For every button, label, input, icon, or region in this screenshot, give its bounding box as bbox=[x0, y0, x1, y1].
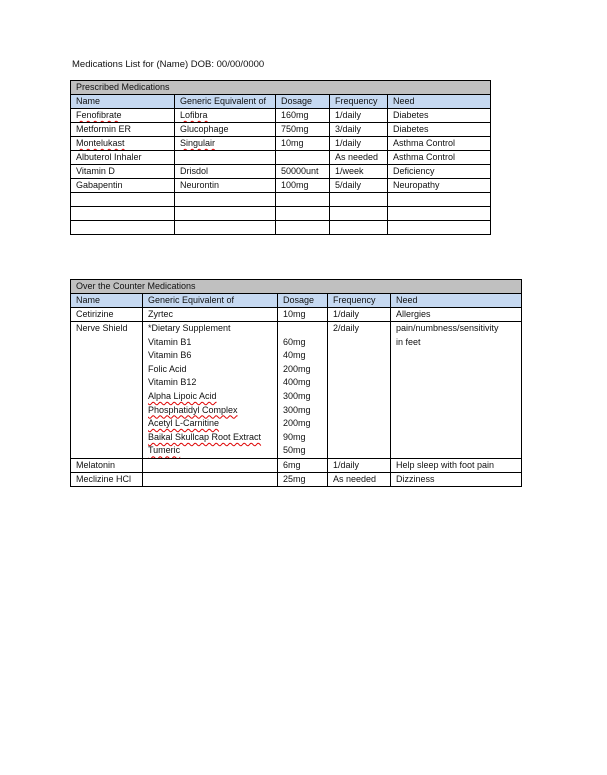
cell-need bbox=[391, 322, 522, 459]
cell-frequency bbox=[330, 137, 388, 151]
cell-text: Montelukast bbox=[76, 138, 125, 148]
ingredient-line bbox=[148, 390, 277, 404]
cell-frequency: 2/daily bbox=[328, 322, 391, 459]
header-generic: Generic Equivalent of bbox=[143, 294, 278, 308]
header-need: Need bbox=[388, 95, 491, 109]
cell-text: Neurontin bbox=[180, 180, 220, 190]
cell-text: 5/daily bbox=[335, 180, 362, 190]
cell-generic bbox=[175, 109, 276, 123]
cell-text: Asthma Control bbox=[393, 152, 456, 162]
cell-text: Asthma Control bbox=[393, 138, 456, 148]
cell-name bbox=[71, 221, 175, 235]
table-row bbox=[71, 193, 491, 207]
cell-need: Allergies bbox=[391, 308, 522, 322]
ingredient-line bbox=[148, 431, 277, 445]
cell-text: Glucophage bbox=[180, 124, 229, 134]
cell-need bbox=[388, 123, 491, 137]
ingredient-dosage: 200mg bbox=[283, 363, 311, 374]
cell-frequency bbox=[330, 123, 388, 137]
ingredient-name: Tumeric bbox=[148, 445, 181, 456]
cell-dosage: 25mg bbox=[278, 472, 328, 486]
ingredient-dosage: 300mg bbox=[283, 390, 311, 401]
table-row bbox=[71, 458, 522, 472]
cell-need bbox=[388, 137, 491, 151]
ingredient-dosage: 200mg bbox=[283, 418, 311, 429]
cell-frequency bbox=[330, 165, 388, 179]
ingredient-dosage: 300mg bbox=[283, 404, 311, 415]
cell-frequency bbox=[330, 109, 388, 123]
ingredient-dosage: 400mg bbox=[283, 377, 311, 388]
ingredient-name: Vitamin B1 bbox=[148, 336, 192, 347]
cell-text: Drisdol bbox=[180, 166, 209, 176]
table-row bbox=[71, 308, 522, 322]
cell-need: Dizziness bbox=[391, 472, 522, 486]
ingredient-line bbox=[148, 336, 277, 350]
ingredient-dosage bbox=[283, 322, 327, 336]
cell-text: Albuterol Inhaler bbox=[76, 152, 142, 162]
cell-need bbox=[388, 207, 491, 221]
table-row bbox=[71, 165, 491, 179]
cell-dosage bbox=[276, 221, 330, 235]
ingredient-line bbox=[148, 444, 277, 458]
cell-name bbox=[71, 193, 175, 207]
cell-generic bbox=[175, 193, 276, 207]
cell-frequency bbox=[330, 151, 388, 165]
cell-dosage bbox=[276, 165, 330, 179]
ingredient-name: Folic Acid bbox=[148, 363, 187, 374]
table-row bbox=[71, 123, 491, 137]
need-line: in feet bbox=[396, 336, 421, 347]
header-generic: Generic Equivalent of bbox=[175, 95, 276, 109]
table-row bbox=[71, 109, 491, 123]
cell-name: Melatonin bbox=[71, 458, 143, 472]
header-row bbox=[71, 294, 522, 308]
cell-text: Metformin ER bbox=[76, 124, 132, 134]
cell-text: 3/daily bbox=[335, 124, 362, 134]
ingredient-name: Baikal Skullcap Root Extract bbox=[148, 431, 262, 442]
otc-medications-table bbox=[70, 279, 522, 487]
table-row bbox=[71, 151, 491, 165]
cell-text: 100mg bbox=[281, 180, 309, 190]
cell-frequency: 1/daily bbox=[328, 308, 391, 322]
cell-name bbox=[71, 109, 175, 123]
cell-generic bbox=[143, 472, 278, 486]
cell-text: Diabetes bbox=[393, 124, 429, 134]
cell-text: Gabapentin bbox=[76, 180, 123, 190]
cell-need bbox=[388, 179, 491, 193]
cell-generic bbox=[175, 151, 276, 165]
ingredient-name: Vitamin B12 bbox=[148, 377, 197, 388]
cell-dosage bbox=[276, 179, 330, 193]
cell-name bbox=[71, 207, 175, 221]
cell-need: Help sleep with foot pain bbox=[391, 458, 522, 472]
ingredient-dosage: 50mg bbox=[283, 445, 306, 456]
ingredient-name: *Dietary Supplement bbox=[148, 323, 231, 333]
cell-dosage bbox=[276, 123, 330, 137]
ingredient-line bbox=[148, 322, 277, 336]
cell-need bbox=[388, 165, 491, 179]
cell-dosage bbox=[276, 207, 330, 221]
cell-generic bbox=[175, 123, 276, 137]
header-row bbox=[71, 95, 491, 109]
cell-generic bbox=[175, 179, 276, 193]
cell-generic: Zyrtec bbox=[143, 308, 278, 322]
cell-text: Fenofibrate bbox=[76, 110, 122, 120]
cell-name bbox=[71, 151, 175, 165]
table-title: Prescribed Medications bbox=[71, 81, 491, 95]
prescribed-medications-table bbox=[70, 80, 491, 235]
table-row bbox=[71, 137, 491, 151]
cell-text: 1/daily bbox=[335, 110, 362, 120]
cell-need bbox=[388, 109, 491, 123]
document-title: Medications List for (Name) DOB: 00/00/0000 bbox=[72, 59, 265, 70]
cell-generic bbox=[175, 221, 276, 235]
cell-text: 750mg bbox=[281, 124, 309, 134]
cell-text: Singulair bbox=[180, 138, 216, 148]
cell-dosage: 6mg bbox=[278, 458, 328, 472]
cell-frequency bbox=[330, 193, 388, 207]
table-row bbox=[71, 472, 522, 486]
cell-text: Lofibra bbox=[180, 110, 208, 120]
header-dosage: Dosage bbox=[278, 294, 328, 308]
ingredient-line bbox=[148, 417, 277, 431]
cell-text: 1/week bbox=[335, 166, 364, 176]
cell-text: 10mg bbox=[281, 138, 304, 148]
cell-text: Diabetes bbox=[393, 110, 429, 120]
cell-name: Meclizine HCl bbox=[71, 472, 143, 486]
ingredient-line bbox=[148, 363, 277, 377]
cell-frequency bbox=[330, 207, 388, 221]
cell-need bbox=[388, 151, 491, 165]
cell-text: 160mg bbox=[281, 110, 309, 120]
cell-generic bbox=[175, 165, 276, 179]
cell-frequency bbox=[330, 179, 388, 193]
header-frequency: Frequency bbox=[330, 95, 388, 109]
cell-need bbox=[388, 193, 491, 207]
cell-generic bbox=[175, 207, 276, 221]
table-row bbox=[71, 221, 491, 235]
cell-text: Neuropathy bbox=[393, 180, 440, 190]
cell-name bbox=[71, 137, 175, 151]
header-need: Need bbox=[391, 294, 522, 308]
cell-frequency: 1/daily bbox=[328, 458, 391, 472]
ingredient-dosage: 90mg bbox=[283, 431, 306, 442]
ingredient-line bbox=[148, 404, 277, 418]
cell-name: Nerve Shield bbox=[71, 322, 143, 459]
cell-text: Deficiency bbox=[393, 166, 435, 176]
cell-need bbox=[388, 221, 491, 235]
cell-generic bbox=[143, 458, 278, 472]
ingredient-dosage: 60mg bbox=[283, 336, 306, 347]
ingredient-name: Alpha Lipoic Acid bbox=[148, 390, 217, 401]
cell-dosage bbox=[276, 109, 330, 123]
cell-text: Vitamin D bbox=[76, 166, 115, 176]
table-row bbox=[71, 322, 522, 459]
header-frequency: Frequency bbox=[328, 294, 391, 308]
ingredient-name: Phosphatidyl Complex bbox=[148, 404, 238, 415]
cell-frequency: As needed bbox=[328, 472, 391, 486]
ingredient-dosage: 40mg bbox=[283, 350, 306, 361]
header-name: Name bbox=[71, 95, 175, 109]
ingredient-line bbox=[148, 349, 277, 363]
cell-generic bbox=[175, 137, 276, 151]
table-title: Over the Counter Medications bbox=[71, 280, 522, 294]
cell-dosage bbox=[276, 137, 330, 151]
cell-name bbox=[71, 165, 175, 179]
table-row bbox=[71, 179, 491, 193]
table-row bbox=[71, 207, 491, 221]
cell-text: As needed bbox=[335, 152, 379, 162]
ingredient-name: Vitamin B6 bbox=[148, 350, 192, 361]
cell-dosage: 10mg bbox=[278, 308, 328, 322]
cell-frequency bbox=[330, 221, 388, 235]
cell-name bbox=[71, 123, 175, 137]
ingredient-name: Acetyl L-Carnitine bbox=[148, 418, 220, 429]
cell-dosage bbox=[278, 322, 328, 459]
cell-text: 1/daily bbox=[335, 138, 362, 148]
cell-dosage bbox=[276, 193, 330, 207]
header-dosage: Dosage bbox=[276, 95, 330, 109]
cell-name bbox=[71, 179, 175, 193]
header-name: Name bbox=[71, 294, 143, 308]
cell-text: 50000unt bbox=[281, 166, 319, 176]
cell-generic bbox=[143, 322, 278, 459]
cell-name: Cetirizine bbox=[71, 308, 143, 322]
ingredient-line bbox=[148, 376, 277, 390]
cell-dosage bbox=[276, 151, 330, 165]
need-line: pain/numbness/sensitivity bbox=[396, 323, 499, 333]
